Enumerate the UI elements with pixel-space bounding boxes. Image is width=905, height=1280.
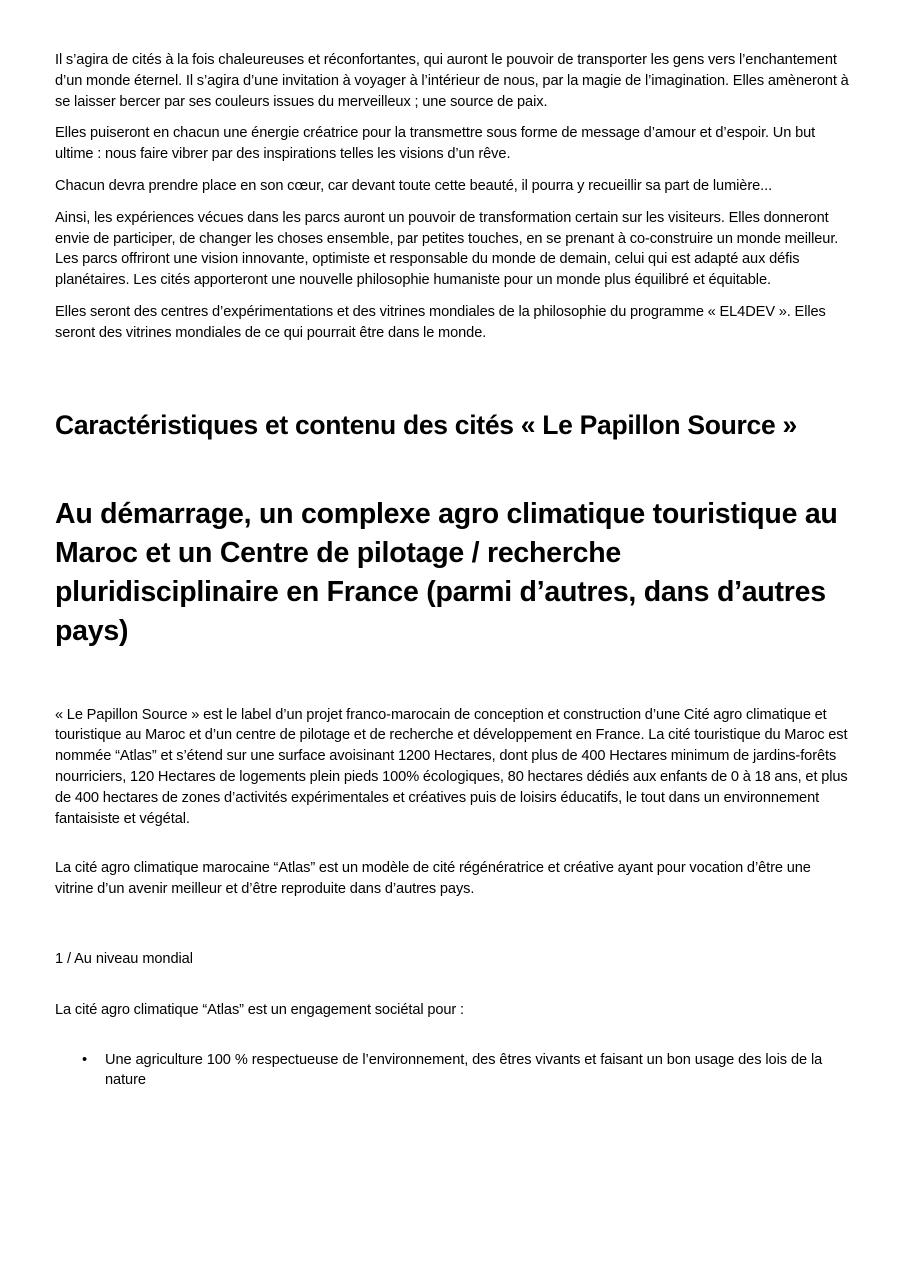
spacer-before-lead-in bbox=[55, 970, 852, 1000]
spacer-before-heading-large bbox=[55, 441, 852, 495]
bullet-icon: • bbox=[82, 1051, 88, 1068]
spacer-between-body-paragraphs bbox=[55, 840, 852, 858]
document-text-column bbox=[55, 50, 852, 1095]
paragraph-body-1: « Le Papillon Source » est le label d’un projet franco-marocain de conception et construction d’une Cité agro climatique et touristique au Maroc et d’un centre de pilotage et de recherche et développement en France. La cité touristique du Maroc est nommée “Atlas” et s’étend sur une surface avoisinant 1200 Hectares, dont plus de 400 Hectares minimum de jardins-forêts nourriciers, 120 Hectares de logements plein pieds 100% écologiques, 80 hectares dédiés aux enfants de 0 à 18 ans, et plus de 400 hectares de zones d’activités expérimentales et créatives puis de loisirs éducatifs, le tout dans un environnement fantaisiste et végétal. bbox=[55, 706, 848, 827]
paragraph-intro-3: Chacun devra prendre place en son cœur, car devant toute cette beauté, il pourra y recueillir sa part de lumière... bbox=[55, 177, 773, 194]
paragraph-body-2: La cité agro climatique marocaine “Atlas” est un modèle de cité régénératrice et créative ayant pour vocation d’être une vitrine d’un avenir meilleur et d’être reproduite dans d’autres pays. bbox=[55, 860, 811, 898]
section-label-1: 1 / Au niveau mondial bbox=[55, 950, 193, 967]
spacer-after-heading-large bbox=[55, 651, 852, 705]
bullet-list bbox=[55, 1050, 852, 1092]
paragraph-intro-1: Il s’agira de cités à la fois chaleureuses et réconfortantes, qui auront le pouvoir de transporter les gens vers l’enchantement d’un monde éternel. Il s’agira d’une invitation à voyager à l’intérieur de nous, par la magie de l’imagination. Elles amèneront à se laisser bercer par ses couleurs issues du merveilleux ; une source de paix. bbox=[55, 52, 849, 110]
spacer-before-section-label bbox=[55, 911, 852, 949]
paragraph-intro-5: Elles seront des centres d’expérimentations et des vitrines mondiales de la philosophie du programme « EL4DEV ». Elles seront des vitrines mondiales de ce qui pourrait être dans le monde. bbox=[55, 303, 826, 341]
list-item-label: Une agriculture 100 % respectueuse de l’environnement, des êtres vivants et faisant un bon usage des lois de la nature bbox=[105, 1051, 823, 1089]
heading-au-demarrage: Au démarrage, un complexe agro climatique touristique au Maroc et un Centre de pilotage / recherche pluridisciplinaire en France (parmi d’autres, dans d’autres pays) bbox=[55, 497, 838, 647]
paragraph-intro-4: Ainsi, les expériences vécues dans les parcs auront un pouvoir de transformation certain sur les visiteurs. Elles donneront envie de participer, de changer les choses ensemble, par petites touches, en se prenant à co-construire un monde meilleur. Les parcs offriront une vision innovante, optimiste et responsable du monde de demain, celui qui est adapté aux défis planétaires. Les cités apporteront une nouvelle philosophie humaniste pour un monde plus équilibré et équitable. bbox=[55, 209, 839, 289]
heading-caracteristiques: Caractéristiques et contenu des cités « Le Papillon Source » bbox=[55, 409, 797, 440]
spacer-before-heading-small bbox=[55, 355, 852, 409]
list-item bbox=[55, 1050, 852, 1092]
paragraph-intro-2: Elles puiseront en chacun une énergie créatrice pour la transmettre sous forme de message d’amour et d’espoir. Un but ultime : nous faire vibrer par des inspirations telles les visions d’un rêve. bbox=[55, 125, 816, 163]
lead-in-text: La cité agro climatique “Atlas” est un engagement sociétal pour : bbox=[55, 1001, 464, 1018]
spacer-before-bullets bbox=[55, 1032, 852, 1050]
